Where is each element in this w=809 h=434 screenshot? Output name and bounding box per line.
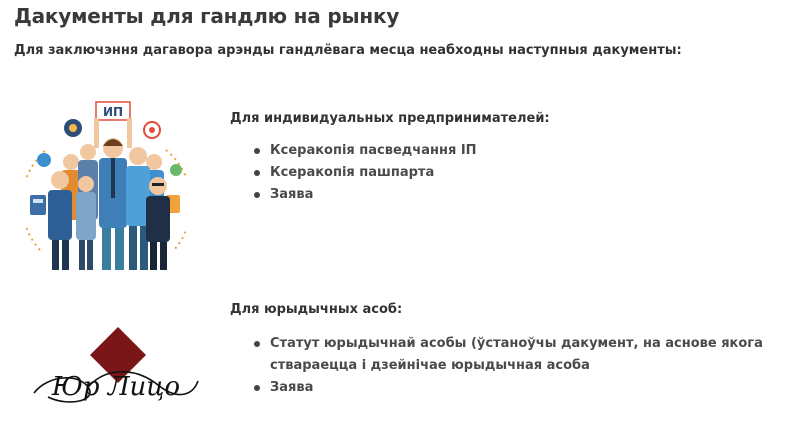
list-item: Статут юрыдычнай асобы (ўстаноўчы дакумент, на аснове якога ствараецца і дзейнічае юрыдычная асоба bbox=[252, 333, 804, 377]
individual-heading: Для индивидуальных предпринимателей: bbox=[230, 111, 550, 126]
business-people-illustration-icon bbox=[26, 100, 186, 272]
list-item: Заява bbox=[252, 184, 477, 206]
section-legal-entities bbox=[0, 295, 809, 415]
section-individual-entrepreneurs bbox=[0, 95, 809, 275]
list-item: Ксеракопія пашпарта bbox=[252, 162, 477, 184]
page-title: Дакументы для гандлю на рынку bbox=[14, 4, 400, 28]
list-item: Заява bbox=[252, 377, 804, 399]
logo-lettering: Юр Лицо bbox=[51, 372, 181, 402]
legal-entity-logo-icon bbox=[28, 325, 203, 405]
legal-documents-list bbox=[252, 333, 804, 399]
ip-badge-text: ИП bbox=[102, 105, 124, 119]
legal-heading: Для юрыдычных асоб: bbox=[230, 302, 403, 317]
intro-text: Для заключэння дагавора арэнды гандлёвага месца неабходны наступныя дакументы: bbox=[14, 43, 682, 58]
individual-documents-list bbox=[252, 140, 477, 206]
list-item: Ксеракопія пасведчання ІП bbox=[252, 140, 477, 162]
